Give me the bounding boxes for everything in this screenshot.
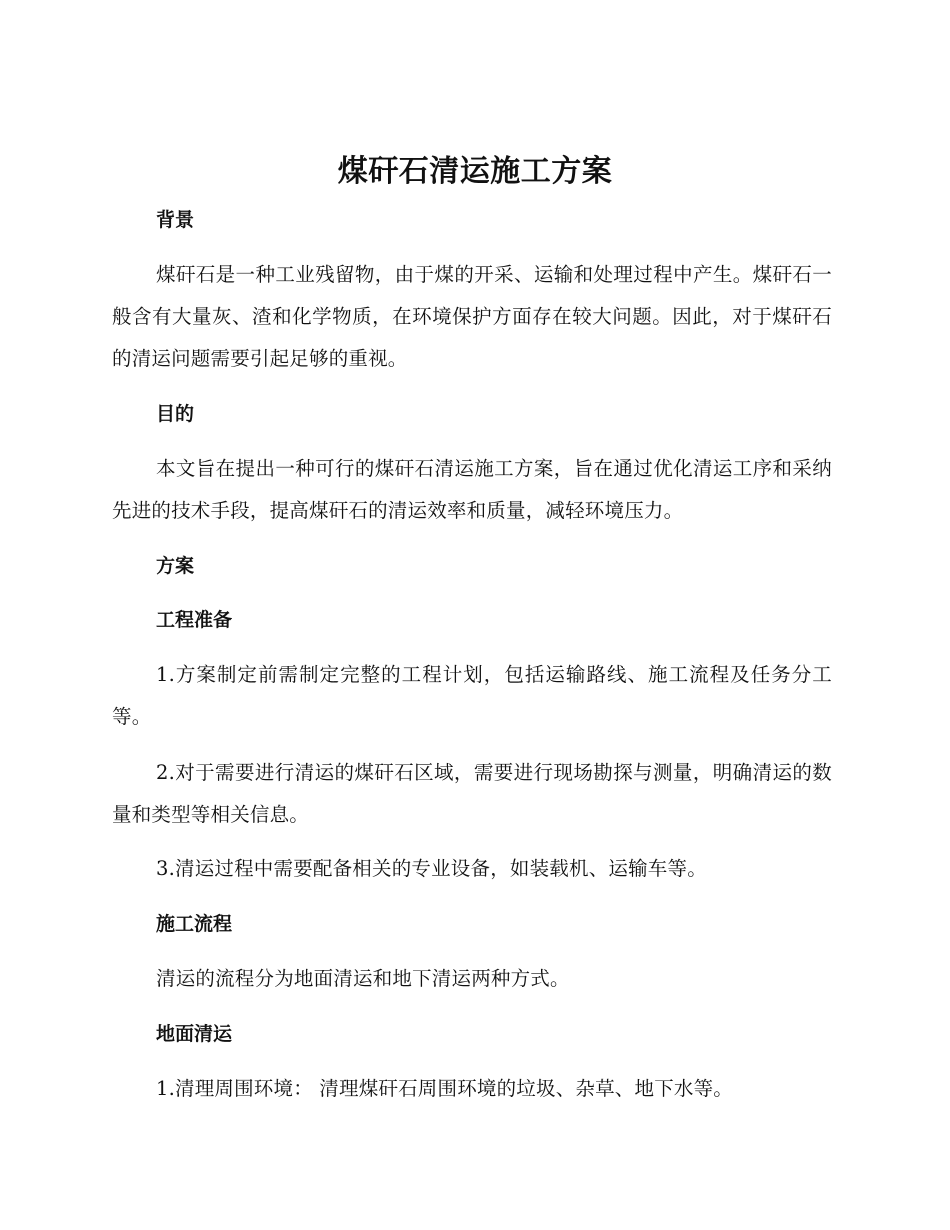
paragraph-ground-clearing-1: 1.清理周围环境： 清理煤矸石周围环境的垃圾、杂草、地下水等。 [156, 1077, 734, 1100]
paragraph-preparation-3: 3.清运过程中需要配备相关的专业设备，如装载机、运输车等。 [156, 857, 707, 880]
document-title: 煤矸石清运施工方案 [337, 154, 613, 189]
paragraph-process: 清运的流程分为地面清运和地下清运两种方式。 [156, 967, 570, 990]
paragraph-purpose: 本文旨在提出一种可行的煤矸石清运施工方案，旨在通过优化清运工序和采纳先进的技术手段，提高煤矸石的清运效率和质量，减轻环境压力。 [112, 457, 832, 522]
paragraph-preparation-2: 2.对于需要进行清运的煤矸石区域，需要进行现场勘探与测量，明确清运的数量和类型等相关信息。 [112, 761, 832, 826]
section-heading-plan: 方案 [156, 555, 195, 577]
section-heading-purpose: 目的 [156, 403, 195, 425]
paragraph-preparation-1: 1.方案制定前需制定完整的工程计划，包括运输路线、施工流程及任务分工等。 [112, 663, 832, 728]
section-heading-background: 背景 [156, 209, 195, 231]
section-heading-ground-clearing: 地面清运 [156, 1023, 233, 1045]
section-heading-preparation: 工程准备 [156, 609, 233, 631]
section-heading-process: 施工流程 [156, 913, 233, 935]
paragraph-background: 煤矸石是一种工业残留物，由于煤的开采、运输和处理过程中产生。煤矸石一般含有大量灰、渣和化学物质，在环境保护方面存在较大问题。因此，对于煤矸石的清运问题需要引起足够的重视。 [112, 263, 832, 370]
